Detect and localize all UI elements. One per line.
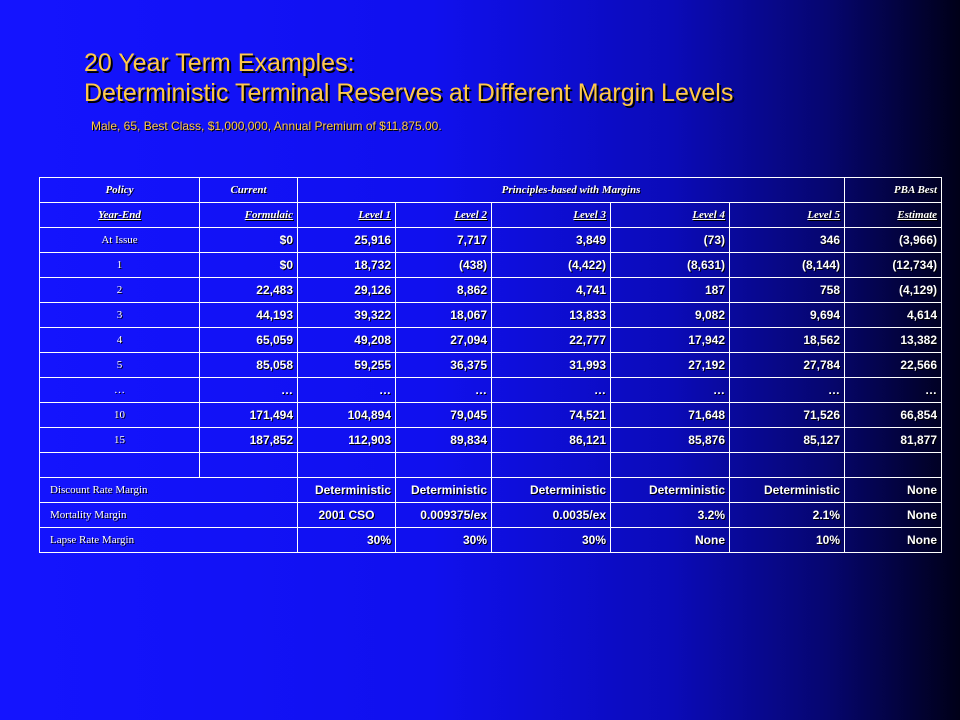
- year-cell: 1: [40, 253, 200, 278]
- header-level-2: Level 2: [396, 203, 492, 228]
- margin-row: [40, 528, 942, 553]
- header-estimate: Estimate: [845, 203, 942, 228]
- margin-value: None: [845, 478, 942, 503]
- value-cell: 49,208: [298, 328, 396, 353]
- value-cell: 758: [730, 278, 845, 303]
- table-row: [40, 378, 942, 403]
- year-cell: At Issue: [40, 228, 200, 253]
- value-cell: 71,648: [611, 403, 730, 428]
- value-cell: 89,834: [396, 428, 492, 453]
- margin-value: 0.009375/ex: [396, 503, 492, 528]
- margin-value: None: [845, 503, 942, 528]
- header-level-4: Level 4: [611, 203, 730, 228]
- value-cell: 29,126: [298, 278, 396, 303]
- value-cell: 31,993: [492, 353, 611, 378]
- value-cell: 59,255: [298, 353, 396, 378]
- value-cell: (73): [611, 228, 730, 253]
- value-cell: 79,045: [396, 403, 492, 428]
- header-year-end: Year-End: [40, 203, 200, 228]
- slide-title: [84, 48, 733, 108]
- value-cell: $0: [200, 253, 298, 278]
- value-cell: 39,322: [298, 303, 396, 328]
- margin-value: None: [845, 528, 942, 553]
- header-level-5: Level 5: [730, 203, 845, 228]
- value-cell: (8,631): [611, 253, 730, 278]
- table-row: [40, 328, 942, 353]
- value-cell: 85,058: [200, 353, 298, 378]
- year-cell: 4: [40, 328, 200, 353]
- empty-cell: [40, 453, 200, 478]
- value-cell: 18,067: [396, 303, 492, 328]
- value-cell: …: [396, 378, 492, 403]
- margin-label: Mortality Margin: [40, 503, 298, 528]
- margin-row: [40, 503, 942, 528]
- margin-label: Discount Rate Margin: [40, 478, 298, 503]
- value-cell: 18,732: [298, 253, 396, 278]
- reserves-table: [39, 177, 942, 553]
- empty-cell: [200, 453, 298, 478]
- header-level-3: Level 3: [492, 203, 611, 228]
- header-formulaic: Formulaic: [200, 203, 298, 228]
- table-row: [40, 228, 942, 253]
- value-cell: 27,192: [611, 353, 730, 378]
- value-cell: 9,694: [730, 303, 845, 328]
- year-cell: 5: [40, 353, 200, 378]
- value-cell: (4,422): [492, 253, 611, 278]
- empty-cell: [492, 453, 611, 478]
- margin-value: Deterministic: [730, 478, 845, 503]
- value-cell: 9,082: [611, 303, 730, 328]
- margin-value: 2001 CSO: [298, 503, 396, 528]
- year-cell: 2: [40, 278, 200, 303]
- value-cell: 27,094: [396, 328, 492, 353]
- header-principles: Principles-based with Margins: [298, 178, 845, 203]
- table-row: [40, 303, 942, 328]
- header-policy: Policy: [40, 178, 200, 203]
- margin-value: 2.1%: [730, 503, 845, 528]
- year-cell: …: [40, 378, 200, 403]
- value-cell: (12,734): [845, 253, 942, 278]
- empty-cell: [396, 453, 492, 478]
- table-row: [40, 253, 942, 278]
- value-cell: …: [492, 378, 611, 403]
- value-cell: $0: [200, 228, 298, 253]
- margin-value: 30%: [298, 528, 396, 553]
- year-cell: 10: [40, 403, 200, 428]
- value-cell: 346: [730, 228, 845, 253]
- header-row-2: [40, 203, 942, 228]
- header-current: Current: [200, 178, 298, 203]
- value-cell: 74,521: [492, 403, 611, 428]
- margin-value: 30%: [396, 528, 492, 553]
- margin-value: 30%: [492, 528, 611, 553]
- empty-cell: [298, 453, 396, 478]
- value-cell: 81,877: [845, 428, 942, 453]
- table-row: [40, 428, 942, 453]
- value-cell: 187: [611, 278, 730, 303]
- value-cell: 44,193: [200, 303, 298, 328]
- value-cell: 25,916: [298, 228, 396, 253]
- value-cell: 104,894: [298, 403, 396, 428]
- value-cell: (3,966): [845, 228, 942, 253]
- value-cell: 4,741: [492, 278, 611, 303]
- table-row: [40, 403, 942, 428]
- value-cell: 18,562: [730, 328, 845, 353]
- value-cell: …: [200, 378, 298, 403]
- year-cell: 15: [40, 428, 200, 453]
- value-cell: 85,127: [730, 428, 845, 453]
- value-cell: 71,526: [730, 403, 845, 428]
- margin-row: [40, 478, 942, 503]
- value-cell: 22,777: [492, 328, 611, 353]
- title-line-2: Deterministic Terminal Reserves at Different Margin Levels: [84, 79, 734, 107]
- margin-value: Deterministic: [396, 478, 492, 503]
- blank-row: [40, 453, 942, 478]
- value-cell: 112,903: [298, 428, 396, 453]
- value-cell: 22,483: [200, 278, 298, 303]
- value-cell: (4,129): [845, 278, 942, 303]
- value-cell: 171,494: [200, 403, 298, 428]
- value-cell: 85,876: [611, 428, 730, 453]
- value-cell: 86,121: [492, 428, 611, 453]
- empty-cell: [730, 453, 845, 478]
- value-cell: 65,059: [200, 328, 298, 353]
- value-cell: 3,849: [492, 228, 611, 253]
- value-cell: …: [730, 378, 845, 403]
- value-cell: (438): [396, 253, 492, 278]
- value-cell: 7,717: [396, 228, 492, 253]
- value-cell: …: [611, 378, 730, 403]
- empty-cell: [845, 453, 942, 478]
- margin-value: 0.0035/ex: [492, 503, 611, 528]
- header-row-1: [40, 178, 942, 203]
- value-cell: …: [298, 378, 396, 403]
- header-pba-best: PBA Best: [845, 178, 942, 203]
- margin-value: Deterministic: [298, 478, 396, 503]
- value-cell: 22,566: [845, 353, 942, 378]
- value-cell: (8,144): [730, 253, 845, 278]
- margin-value: 3.2%: [611, 503, 730, 528]
- value-cell: 13,833: [492, 303, 611, 328]
- header-level-1: Level 1: [298, 203, 396, 228]
- value-cell: 13,382: [845, 328, 942, 353]
- margin-value: 10%: [730, 528, 845, 553]
- value-cell: 8,862: [396, 278, 492, 303]
- year-cell: 3: [40, 303, 200, 328]
- title-line-1: 20 Year Term Examples:: [84, 49, 355, 77]
- value-cell: …: [845, 378, 942, 403]
- margin-label: Lapse Rate Margin: [40, 528, 298, 553]
- value-cell: 187,852: [200, 428, 298, 453]
- value-cell: 66,854: [845, 403, 942, 428]
- margin-value: None: [611, 528, 730, 553]
- margin-value: Deterministic: [611, 478, 730, 503]
- slide-subtitle: Male, 65, Best Class, $1,000,000, Annual Premium of $11,875.00.: [91, 119, 442, 133]
- empty-cell: [611, 453, 730, 478]
- table-row: [40, 278, 942, 303]
- value-cell: 27,784: [730, 353, 845, 378]
- value-cell: 17,942: [611, 328, 730, 353]
- table-row: [40, 353, 942, 378]
- margin-value: Deterministic: [492, 478, 611, 503]
- value-cell: 36,375: [396, 353, 492, 378]
- value-cell: 4,614: [845, 303, 942, 328]
